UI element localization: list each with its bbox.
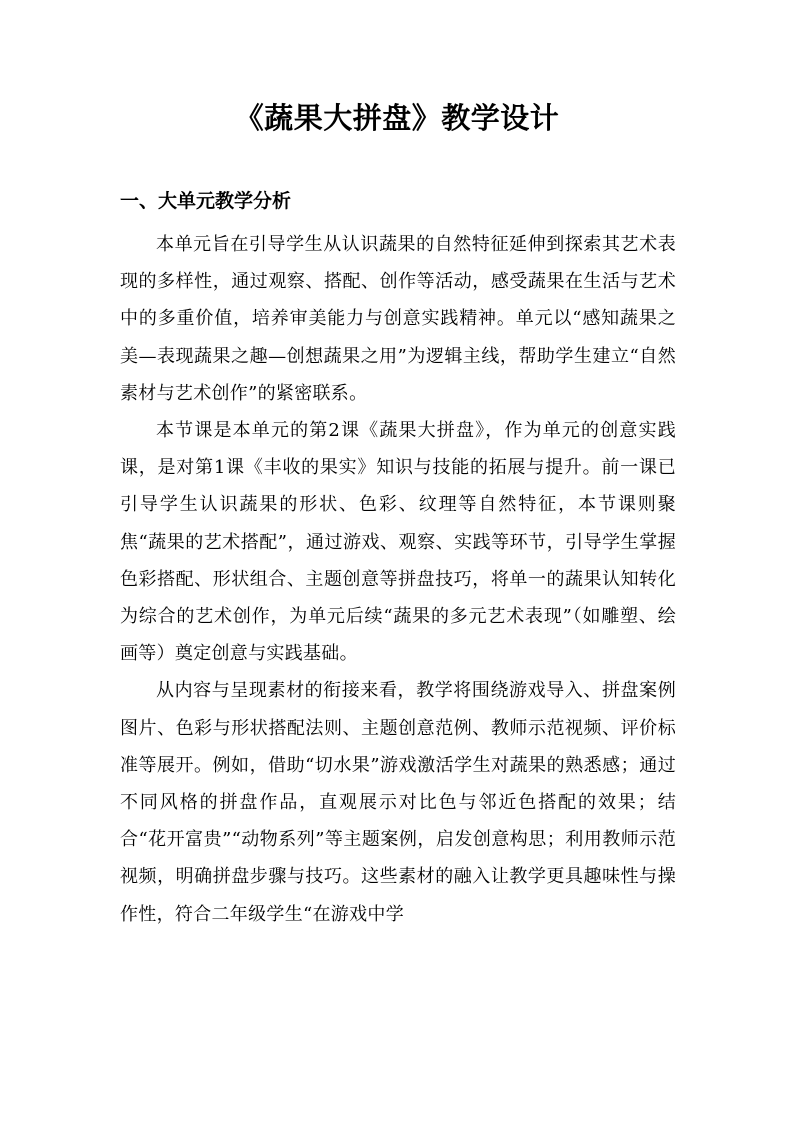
paragraph: 从内容与呈现素材的衔接来看，教学将围绕游戏导入、拼盘案例图片、色彩与形状搭配法则、主题创意范例、教师示范视频、评价标准等展开。例如，借助“切水果”游戏激活学生对蔬果的熟悉感；通过不同风格的拼盘作品，直观展示对比色与邻近色搭配的效果；结合“花开富贵”“动物系列”等主题案例，启发创意构思；利用教师示范视频，明确拼盘步骤与技巧。这些素材的融入让教学更具趣味性与操作性，符合二年级学生“在游戏中学 bbox=[120, 680, 676, 925]
paragraph: 本单元旨在引导学生从认识蔬果的自然特征延伸到探索其艺术表现的多样性，通过观察、搭配、创作等活动，感受蔬果在生活与艺术中的多重价值，培养审美能力与创意实践精神。单元以“感知蔬果之美—表现蔬果之趣—创想蔬果之用”为逻辑主线，帮助学生建立“自然素材与艺术创作”的紧密联系。 bbox=[120, 234, 676, 404]
section-heading: 一、大单元教学分析 bbox=[120, 190, 292, 212]
body-text bbox=[120, 226, 676, 933]
document-title: 《蔬果大拼盘》教学设计 bbox=[234, 101, 560, 135]
paragraph: 本节课是本单元的第2课《蔬果大拼盘》，作为单元的创意实践课，是对第1课《丰收的果实》知识与技能的拓展与提升。前一课已引导学生认识蔬果的形状、色彩、纹理等自然特征，本节课则聚焦“蔬果的艺术搭配”，通过游戏、观察、实践等环节，引导学生掌握色彩搭配、形状组合、主题创意等拼盘技巧，将单一的蔬果认知转化为综合的艺术创作，为单元后续“蔬果的多元艺术表现”（如雕塑、绘画等）奠定创意与实践基础。 bbox=[120, 420, 676, 665]
